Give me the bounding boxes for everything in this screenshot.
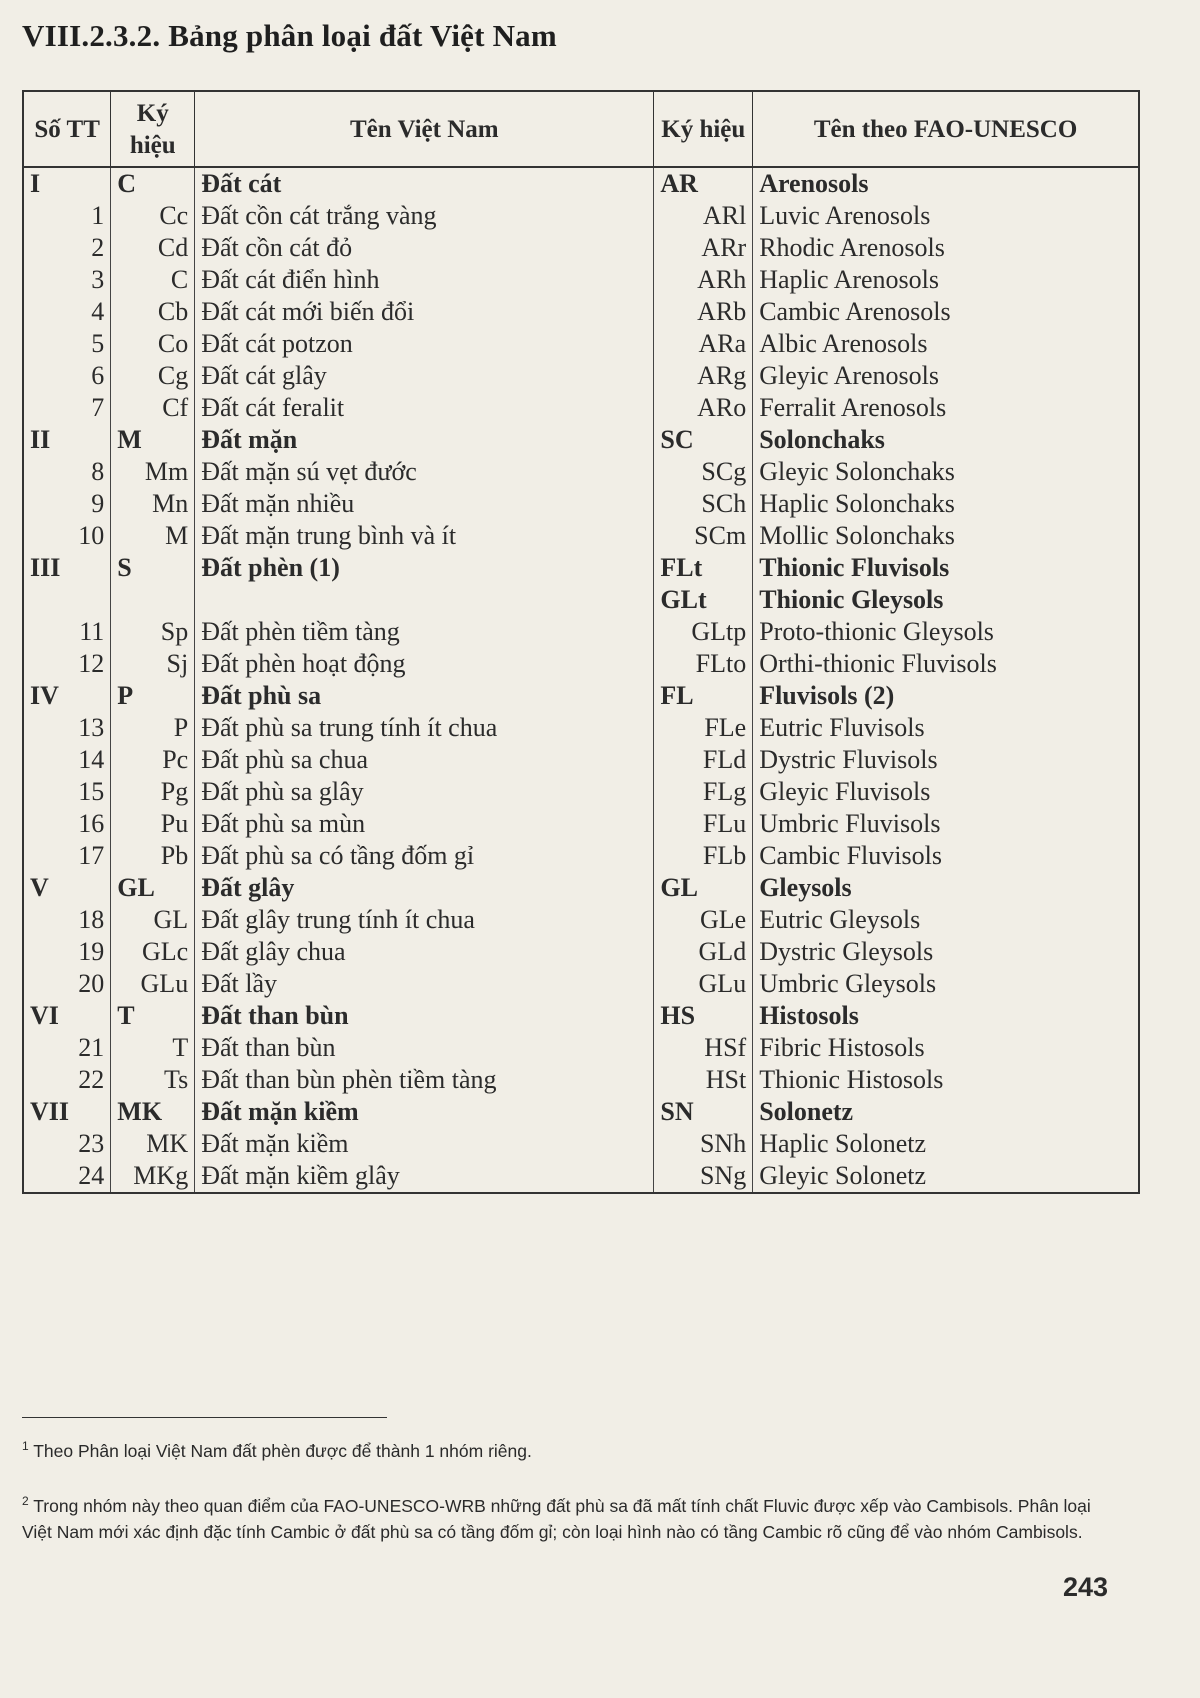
- row-symbol: M: [111, 520, 195, 552]
- row-name-fao: Thionic Gleysols: [759, 585, 944, 614]
- row-symbol: Pg: [111, 776, 195, 808]
- group-name-vn: Đất cát: [195, 167, 654, 200]
- header-name-vn: Tên Việt Nam: [195, 91, 654, 167]
- row-name-fao: Umbric Fluvisols: [759, 809, 941, 838]
- row-symbol-fao: ARb: [654, 296, 753, 328]
- table-row: [23, 968, 1139, 1000]
- row-name-fao: Haplic Solonetz: [759, 1129, 926, 1158]
- table-row: [23, 488, 1139, 520]
- row-symbol: Mn: [111, 488, 195, 520]
- row-name-fao: Ferralit Arenosols: [759, 393, 947, 422]
- row-name-fao: Proto-thionic Gleysols: [759, 617, 994, 646]
- footnote-2-text: Trong nhóm này theo quan điểm của FAO-UNESCO-WRB những đất phù sa đã mất tính chất Fluvic được xếp vào Cambisols. Phân loại Việt Nam mới xác định đặc tính Cambic ở đất phù sa có tầng đốm gỉ; còn loại hình nào có tầng Cambic rõ cũng để vào nhóm Cambisols.: [22, 1495, 1091, 1542]
- group-symbol: S: [111, 552, 195, 584]
- row-symbol-fao: SNg: [654, 1160, 753, 1193]
- row-number: 3: [23, 264, 111, 296]
- row-symbol: Ts: [111, 1064, 195, 1096]
- row-symbol: Cc: [111, 200, 195, 232]
- row-symbol: Pb: [111, 840, 195, 872]
- row-symbol: [111, 584, 195, 616]
- group-symbol-fao: HS: [654, 1000, 753, 1032]
- group-name-vn: Đất mặn: [195, 424, 654, 456]
- row-name-fao: Gleyic Arenosols: [759, 361, 940, 390]
- row-symbol-fao: SNh: [654, 1128, 753, 1160]
- footnote-2: [22, 1488, 1117, 1545]
- row-symbol-fao: GLe: [654, 904, 753, 936]
- table-group-row: [23, 167, 1139, 200]
- row-number: 24: [23, 1160, 111, 1193]
- row-name-fao: Dystric Gleysols: [759, 937, 934, 966]
- row-name-vn: Đất mặn kiềm glây: [195, 1160, 654, 1193]
- group-number: IV: [23, 680, 111, 712]
- group-number: VI: [23, 1000, 111, 1032]
- row-symbol-fao: SCm: [654, 520, 753, 552]
- group-symbol: C: [111, 167, 195, 200]
- row-symbol: Pc: [111, 744, 195, 776]
- table-group-row: [23, 424, 1139, 456]
- row-symbol: P: [111, 712, 195, 744]
- row-name-vn: Đất phù sa glây: [195, 776, 654, 808]
- header-symbol-fao: Ký hiệu: [654, 91, 753, 167]
- table-row: [23, 616, 1139, 648]
- row-name-fao: Luvic Arenosols: [759, 201, 931, 230]
- row-number: 4: [23, 296, 111, 328]
- row-number: 13: [23, 712, 111, 744]
- row-symbol: Co: [111, 328, 195, 360]
- row-symbol-fao: SCh: [654, 488, 753, 520]
- group-name-vn: Đất than bùn: [195, 1000, 654, 1032]
- row-name-vn: Đất cát potzon: [195, 328, 654, 360]
- row-name-fao: Eutric Fluvisols: [759, 713, 925, 742]
- table-row: [23, 360, 1139, 392]
- row-number: 17: [23, 840, 111, 872]
- row-number: 23: [23, 1128, 111, 1160]
- row-symbol-fao: HSt: [654, 1064, 753, 1096]
- row-name-fao: Thionic Histosols: [759, 1065, 944, 1094]
- table-row: [23, 1064, 1139, 1096]
- row-symbol-fao: FLd: [654, 744, 753, 776]
- table-group-row: [23, 680, 1139, 712]
- group-symbol: MK: [111, 1096, 195, 1128]
- table-row: [23, 936, 1139, 968]
- row-name-fao: Umbric Gleysols: [759, 969, 937, 998]
- group-symbol-fao: GL: [654, 872, 753, 904]
- table-row: [23, 808, 1139, 840]
- row-name-fao: Cambic Fluvisols: [759, 841, 942, 870]
- group-number: I: [23, 167, 111, 200]
- page-title: VIII.2.3.2. Bảng phân loại đất Việt Nam: [22, 18, 557, 53]
- row-name-vn: Đất cồn cát đỏ: [195, 232, 654, 264]
- row-number: 11: [23, 616, 111, 648]
- table-row: [23, 520, 1139, 552]
- row-number: 10: [23, 520, 111, 552]
- row-symbol-fao: ARg: [654, 360, 753, 392]
- row-name-fao: Dystric Fluvisols: [759, 745, 938, 774]
- row-name-fao: Fibric Histosols: [759, 1033, 925, 1062]
- row-name-vn: [195, 584, 654, 616]
- row-symbol-fao: ARl: [654, 200, 753, 232]
- group-name-fao: Gleysols: [759, 873, 852, 902]
- row-number: 2: [23, 232, 111, 264]
- group-symbol-fao: FL: [654, 680, 753, 712]
- row-name-vn: Đất phù sa có tầng đốm gỉ: [195, 840, 654, 872]
- row-name-vn: Đất glây chua: [195, 936, 654, 968]
- row-number: 21: [23, 1032, 111, 1064]
- row-symbol: MKg: [111, 1160, 195, 1193]
- table-row: [23, 584, 1139, 616]
- group-symbol: T: [111, 1000, 195, 1032]
- row-name-fao: Cambic Arenosols: [759, 297, 951, 326]
- row-name-fao: Albic Arenosols: [759, 329, 928, 358]
- table-row: [23, 392, 1139, 424]
- row-name-fao: Eutric Gleysols: [759, 905, 921, 934]
- header-symbol-vn: Ký hiệu: [111, 91, 195, 167]
- row-name-vn: Đất phèn tiềm tàng: [195, 616, 654, 648]
- table-row: [23, 1128, 1139, 1160]
- row-symbol-fao: FLe: [654, 712, 753, 744]
- row-name-vn: Đất phù sa chua: [195, 744, 654, 776]
- row-symbol-fao: ARr: [654, 232, 753, 264]
- group-name-fao: Solonchaks: [759, 425, 885, 454]
- row-name-fao: Rhodic Arenosols: [759, 233, 945, 262]
- group-name-fao: Fluvisols (2): [759, 681, 895, 710]
- group-number: VII: [23, 1096, 111, 1128]
- table-row: [23, 712, 1139, 744]
- row-name-vn: Đất cồn cát trắng vàng: [195, 200, 654, 232]
- row-number: 20: [23, 968, 111, 1000]
- row-number: 1: [23, 200, 111, 232]
- row-number: 6: [23, 360, 111, 392]
- row-number: 18: [23, 904, 111, 936]
- row-symbol-fao: GLt: [654, 584, 753, 616]
- soil-classification-table: [22, 90, 1140, 1194]
- table-row: [23, 328, 1139, 360]
- group-symbol: P: [111, 680, 195, 712]
- row-symbol-fao: FLb: [654, 840, 753, 872]
- row-number: 12: [23, 648, 111, 680]
- row-symbol: Pu: [111, 808, 195, 840]
- table-header-row: [23, 91, 1139, 167]
- table-row: [23, 744, 1139, 776]
- row-name-vn: Đất phèn hoạt động: [195, 648, 654, 680]
- footnote-2-mark: 2: [22, 1494, 29, 1508]
- table-row: [23, 1032, 1139, 1064]
- table-row: [23, 200, 1139, 232]
- row-name-vn: Đất glây trung tính ít chua: [195, 904, 654, 936]
- row-number: 22: [23, 1064, 111, 1096]
- row-name-fao: Orthi-thionic Fluvisols: [759, 649, 997, 678]
- table-row: [23, 264, 1139, 296]
- row-symbol-fao: SCg: [654, 456, 753, 488]
- row-symbol: C: [111, 264, 195, 296]
- row-symbol: Cb: [111, 296, 195, 328]
- row-name-fao: Gleyic Solonchaks: [759, 457, 955, 486]
- row-number: 15: [23, 776, 111, 808]
- row-symbol-fao: GLtp: [654, 616, 753, 648]
- row-symbol: T: [111, 1032, 195, 1064]
- footnote-divider: [22, 1417, 387, 1418]
- group-symbol-fao: AR: [654, 167, 753, 200]
- table-body: [23, 167, 1139, 1193]
- group-number: II: [23, 424, 111, 456]
- row-name-fao: Gleyic Solonetz: [759, 1161, 926, 1190]
- group-symbol-fao: SC: [654, 424, 753, 456]
- group-name-fao: Arenosols: [759, 169, 869, 198]
- row-name-vn: Đất than bùn: [195, 1032, 654, 1064]
- table-row: [23, 296, 1139, 328]
- row-name-vn: Đất cát glây: [195, 360, 654, 392]
- table-group-row: [23, 552, 1139, 584]
- table-row: [23, 840, 1139, 872]
- group-symbol-fao: SN: [654, 1096, 753, 1128]
- row-symbol: MK: [111, 1128, 195, 1160]
- row-name-fao: Mollic Solonchaks: [759, 521, 955, 550]
- row-name-fao: Haplic Solonchaks: [759, 489, 955, 518]
- table-row: [23, 456, 1139, 488]
- group-symbol: GL: [111, 872, 195, 904]
- row-number: 19: [23, 936, 111, 968]
- row-symbol: Sp: [111, 616, 195, 648]
- row-name-vn: Đất phù sa trung tính ít chua: [195, 712, 654, 744]
- row-name-vn: Đất phù sa mùn: [195, 808, 654, 840]
- row-symbol-fao: GLu: [654, 968, 753, 1000]
- row-number: 16: [23, 808, 111, 840]
- group-number: III: [23, 552, 111, 584]
- table-group-row: [23, 872, 1139, 904]
- row-symbol-fao: HSf: [654, 1032, 753, 1064]
- group-name-vn: Đất mặn kiềm: [195, 1096, 654, 1128]
- row-symbol-fao: GLd: [654, 936, 753, 968]
- row-number: 7: [23, 392, 111, 424]
- row-symbol: Sj: [111, 648, 195, 680]
- group-name-vn: Đất phèn (1): [195, 552, 654, 584]
- group-name-vn: Đất glây: [195, 872, 654, 904]
- group-name-fao: Solonetz: [759, 1097, 854, 1126]
- group-symbol-fao: FLt: [654, 552, 753, 584]
- row-symbol-fao: ARo: [654, 392, 753, 424]
- group-name-fao: Histosols: [759, 1001, 859, 1030]
- group-symbol: M: [111, 424, 195, 456]
- table-row: [23, 232, 1139, 264]
- row-number: 8: [23, 456, 111, 488]
- row-name-vn: Đất cát điển hình: [195, 264, 654, 296]
- footnote-1: [22, 1433, 1117, 1464]
- row-symbol: Mm: [111, 456, 195, 488]
- row-name-fao: Gleyic Fluvisols: [759, 777, 931, 806]
- table-row: [23, 904, 1139, 936]
- row-symbol-fao: FLu: [654, 808, 753, 840]
- row-symbol: Cf: [111, 392, 195, 424]
- row-symbol-fao: ARa: [654, 328, 753, 360]
- row-name-vn: Đất mặn sú vẹt đước: [195, 456, 654, 488]
- header-stt: Số TT: [23, 91, 111, 167]
- row-number: 9: [23, 488, 111, 520]
- table-row: [23, 1160, 1139, 1193]
- row-name-vn: Đất mặn kiềm: [195, 1128, 654, 1160]
- table-group-row: [23, 1000, 1139, 1032]
- row-symbol: Cg: [111, 360, 195, 392]
- row-name-vn: Đất mặn nhiều: [195, 488, 654, 520]
- row-symbol: Cd: [111, 232, 195, 264]
- header-name-fao: Tên theo FAO-UNESCO: [753, 91, 1139, 167]
- row-symbol-fao: ARh: [654, 264, 753, 296]
- row-number: [23, 584, 111, 616]
- footnote-1-mark: 1: [22, 1439, 29, 1453]
- row-symbol-fao: FLg: [654, 776, 753, 808]
- row-name-fao: Haplic Arenosols: [759, 265, 940, 294]
- row-symbol: GLu: [111, 968, 195, 1000]
- group-name-fao: Thionic Fluvisols: [759, 553, 950, 582]
- row-name-vn: Đất cát feralit: [195, 392, 654, 424]
- row-symbol: GL: [111, 904, 195, 936]
- table-row: [23, 648, 1139, 680]
- row-symbol-fao: FLto: [654, 648, 753, 680]
- group-name-vn: Đất phù sa: [195, 680, 654, 712]
- footnote-1-text: Theo Phân loại Việt Nam đất phèn được để thành 1 nhóm riêng.: [33, 1440, 532, 1461]
- row-name-vn: Đất than bùn phèn tiềm tàng: [195, 1064, 654, 1096]
- table-row: [23, 776, 1139, 808]
- row-number: 14: [23, 744, 111, 776]
- row-number: 5: [23, 328, 111, 360]
- row-name-vn: Đất cát mới biến đổi: [195, 296, 654, 328]
- row-name-vn: Đất mặn trung bình và ít: [195, 520, 654, 552]
- table-group-row: [23, 1096, 1139, 1128]
- row-name-vn: Đất lầy: [195, 968, 654, 1000]
- row-symbol: GLc: [111, 936, 195, 968]
- page-number: 243: [1063, 1572, 1109, 1602]
- group-number: V: [23, 872, 111, 904]
